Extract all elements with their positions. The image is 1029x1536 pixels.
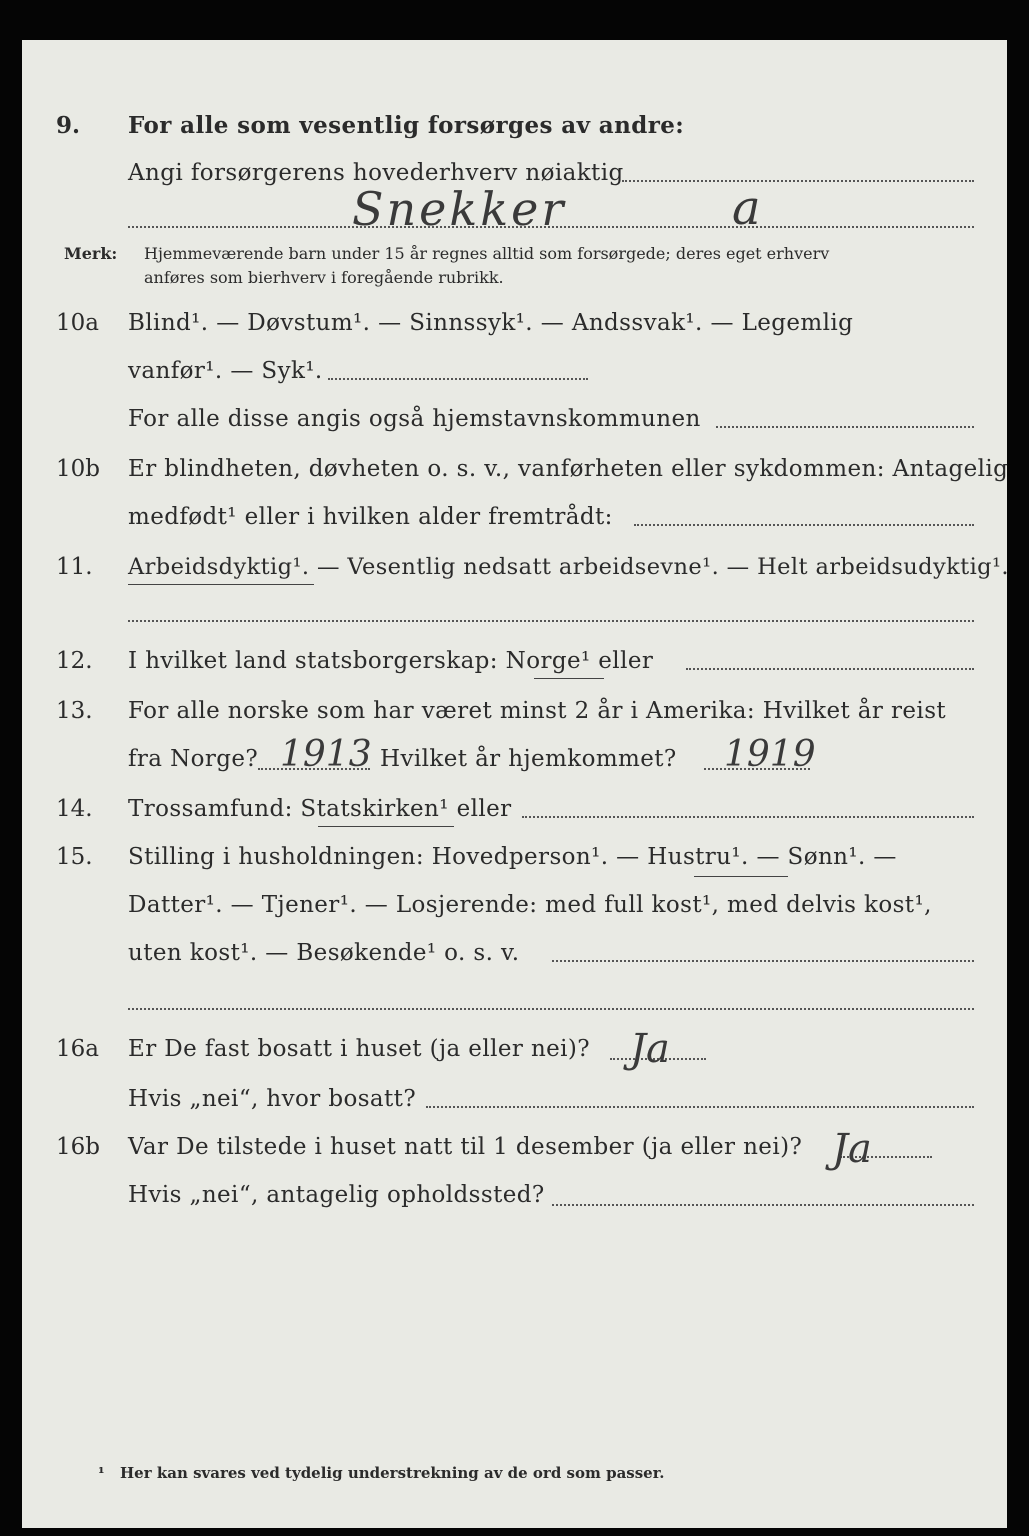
q10b-line-1: Er blindheten, døvheten o. s. v., vanførheten eller sykdommen: Antagelig bbox=[128, 456, 1009, 482]
q15-second-line[interactable] bbox=[128, 1008, 974, 1010]
q10a-line-3: For alle disse angis også hjemstavnskommunen bbox=[128, 406, 701, 432]
q13-handwritten-year-returned: 1919 bbox=[724, 734, 816, 775]
merk-line-2: anføres som bierhverv i foregående rubrikk. bbox=[144, 268, 504, 287]
q16b-handwritten-answer: Ja bbox=[832, 1126, 872, 1172]
q13-line-1: For alle norske som har været minst 2 år i Amerika: Hvilket år reist bbox=[128, 698, 947, 724]
q12-number: 12. bbox=[56, 648, 93, 674]
q9-answer-line[interactable] bbox=[622, 180, 974, 182]
q14-answer-line[interactable] bbox=[522, 816, 974, 818]
q13-handwritten-year-left: 1913 bbox=[280, 734, 372, 775]
q16a-bosatt-line[interactable] bbox=[426, 1106, 974, 1108]
q15-line-2: Datter¹. — Tjener¹. — Losjerende: med full kost¹, med delvis kost¹, bbox=[128, 892, 932, 918]
q15-line-3: uten kost¹. — Besøkende¹ o. s. v. bbox=[128, 940, 520, 966]
q10a-syk-line[interactable] bbox=[328, 378, 588, 380]
check-mark-a: a bbox=[732, 180, 761, 236]
q12-underline-norge bbox=[534, 678, 604, 679]
q10b-answer-line[interactable] bbox=[634, 524, 974, 526]
q16a-line-1: Er De fast bosatt i huset (ja eller nei)? bbox=[128, 1036, 591, 1062]
q14-text: Trossamfund: Statskirken¹ eller bbox=[128, 796, 512, 822]
q9-title: For alle som vesentlig forsørges av andre: bbox=[128, 112, 685, 139]
q16a-line-2: Hvis „nei“, hvor bosatt? bbox=[128, 1086, 417, 1112]
q15-line-1: Stilling i husholdningen: Hovedperson¹. — Hustru¹. — Sønn¹. — bbox=[128, 844, 897, 870]
q10a-line-1: Blind¹. — Døvstum¹. — Sinnssyk¹. — Andssvak¹. — Legemlig bbox=[128, 310, 854, 336]
q11-answer-line[interactable] bbox=[128, 620, 974, 622]
q15-underline-hustru bbox=[694, 876, 788, 877]
q11-underline-arbeidsdyktig bbox=[128, 584, 314, 585]
q16b-opholdssted-line[interactable] bbox=[552, 1204, 974, 1206]
census-form-page bbox=[22, 40, 1007, 1528]
merk-label: Merk: bbox=[64, 244, 118, 263]
q14-underline-statskirken bbox=[318, 826, 454, 827]
q10a-hjemstavn-line[interactable] bbox=[716, 426, 974, 428]
q16a-handwritten-answer: Ja bbox=[630, 1026, 670, 1072]
q11-text: Arbeidsdyktig¹. — Vesentlig nedsatt arbeidsevne¹. — Helt arbeidsudyktig¹. bbox=[128, 554, 1009, 580]
q16b-line-2: Hvis „nei“, antagelig opholdssted? bbox=[128, 1182, 545, 1208]
q9-second-line[interactable] bbox=[128, 226, 974, 228]
q12-answer-line[interactable] bbox=[686, 668, 974, 670]
q11-number: 11. bbox=[56, 554, 93, 580]
q16a-number: 16a bbox=[56, 1036, 99, 1062]
merk-line-1: Hjemmeværende barn under 15 år regnes alltid som forsørgede; deres eget erhverv bbox=[144, 244, 830, 263]
q9-handwritten-answer: Snekker bbox=[352, 182, 567, 236]
footnote-text: Her kan svares ved tydelig understrekning av de ord som passer. bbox=[120, 1464, 665, 1482]
q12-text: I hvilket land statsborgerskap: Norge¹ eller bbox=[128, 648, 654, 674]
q10a-number: 10a bbox=[56, 310, 99, 336]
q9-number: 9. bbox=[56, 112, 81, 139]
q9-prompt: Angi forsørgerens hovederhverv nøiaktig bbox=[128, 160, 624, 186]
q15-answer-line[interactable] bbox=[552, 960, 974, 962]
footnote-mark: ¹ bbox=[98, 1464, 105, 1482]
q13-number: 13. bbox=[56, 698, 93, 724]
q15-number: 15. bbox=[56, 844, 93, 870]
q13-line-2b: Hvilket år hjemkommet? bbox=[380, 746, 677, 772]
q13-line-2a: fra Norge? bbox=[128, 746, 259, 772]
q14-number: 14. bbox=[56, 796, 93, 822]
q10b-line-2: medfødt¹ eller i hvilken alder fremtrådt: bbox=[128, 504, 613, 530]
q16b-number: 16b bbox=[56, 1134, 100, 1160]
q10b-number: 10b bbox=[56, 456, 100, 482]
q16b-line-1: Var De tilstede i huset natt til 1 desember (ja eller nei)? bbox=[128, 1134, 803, 1160]
q10a-line-2: vanfør¹. — Syk¹. bbox=[128, 358, 323, 384]
